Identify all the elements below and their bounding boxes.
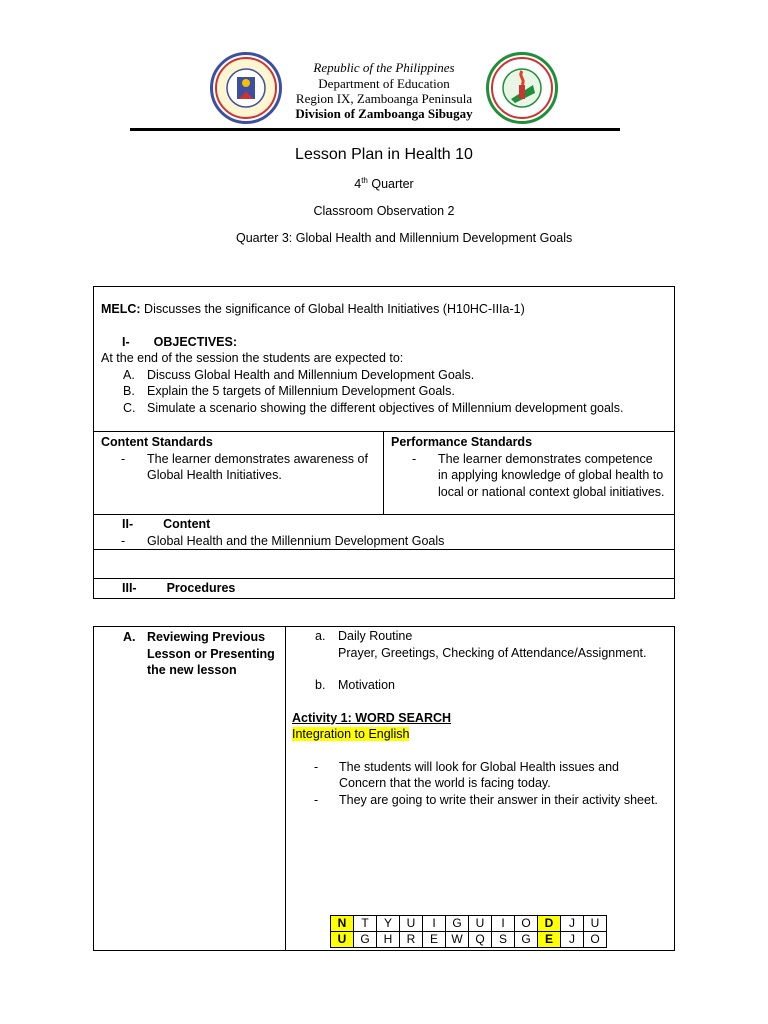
performance-standards-cell <box>384 432 675 515</box>
objective-letter: B. <box>123 384 135 398</box>
instruction-bullet <box>286 743 674 776</box>
word-search-cell: I <box>492 916 515 932</box>
lesson-plan-table <box>93 286 675 599</box>
quarter-suffix: th <box>361 176 368 185</box>
word-search-cell: W <box>446 932 469 948</box>
procedures-table <box>93 626 675 951</box>
performance-standards-text: The learner demonstrates competence <box>438 451 653 466</box>
instruction-text: They are going to write their answer in their activity sheet. <box>339 792 658 807</box>
activity-title-line <box>286 694 674 727</box>
melc-text: Discusses the significance of Global Health Initiatives (H10HC-IIIa-1) <box>140 302 525 316</box>
word-search-cell: I <box>423 916 446 932</box>
performance-standards-heading: Performance Standards <box>391 435 533 449</box>
content-standards-cell <box>94 432 384 515</box>
step-a-label-cell <box>94 627 286 951</box>
lesson-plan-title: Lesson Plan in Health 10 <box>295 146 473 163</box>
content-standards-line <box>94 451 383 468</box>
objective-text: Simulate a scenario showing the different objectives of Millennium development goals. <box>147 400 624 415</box>
word-search-cell: S <box>492 932 515 948</box>
observation-label: Classroom Observation 2 <box>313 204 455 218</box>
header-divider <box>130 128 620 131</box>
daily-routine-item <box>286 627 674 645</box>
word-search-cell: G <box>354 932 377 948</box>
step-a-line2: Lesson or Presenting <box>147 646 275 661</box>
objectives-title: OBJECTIVES: <box>153 334 237 349</box>
division-line: Division of Zamboanga Sibugay <box>295 106 473 121</box>
daily-routine-detail: Prayer, Greetings, Checking of Attendance/Assignment. <box>338 645 647 660</box>
melc-objectives-cell <box>94 287 675 432</box>
melc-label: MELC: <box>101 302 141 316</box>
daily-routine-label: Daily Routine <box>338 629 413 643</box>
step-a-title <box>94 627 285 646</box>
word-search-cell: T <box>354 916 377 932</box>
word-search-cell: O <box>584 932 607 948</box>
quarter-number: 4 <box>354 177 362 192</box>
performance-standards-line3: local or national context global initiatives. <box>438 484 665 499</box>
objective-text: Explain the 5 targets of Millennium Development Goals. <box>147 384 455 398</box>
dash: - <box>121 533 126 548</box>
step-a-content-cell <box>286 627 675 951</box>
performance-standards-line <box>384 451 674 468</box>
instruction-bullet <box>286 792 674 809</box>
procedures-heading <box>94 579 674 597</box>
word-search-cell: E <box>423 932 446 948</box>
word-search-cell: J <box>561 916 584 932</box>
objective-letter: C. <box>123 400 136 415</box>
procedures-cell <box>94 579 675 599</box>
motivation-item <box>286 661 674 694</box>
performance-standards-line2: in applying knowledge of global health to <box>438 468 664 482</box>
item-letter: a. <box>315 629 326 643</box>
objective-item <box>94 383 674 400</box>
objectives-intro: At the end of the session the students are expected to: <box>101 351 404 365</box>
topic-title: Quarter 3: Global Health and Millennium Development Goals <box>236 231 573 245</box>
word-search-cell: D <box>538 916 561 932</box>
department-line: Department of Education <box>318 76 450 91</box>
activity-title: Activity 1: WORD SEARCH <box>292 710 452 725</box>
word-search-grid <box>330 915 607 948</box>
content-standards-heading: Content Standards <box>101 435 213 449</box>
instruction-text: The students will look for Global Health issues and <box>339 759 620 774</box>
empty-row <box>94 550 675 579</box>
procedures-title: Procedures <box>166 581 236 595</box>
objective-item <box>94 367 674 384</box>
republic-line: Republic of the Philippines <box>313 60 455 75</box>
step-a-letter: A. <box>123 630 136 644</box>
word-search-cell: E <box>538 932 561 948</box>
content-cell <box>94 515 675 550</box>
integration-line <box>286 726 674 743</box>
word-search-cell: Y <box>377 916 400 932</box>
content-standards-text: The learner demonstrates awareness of <box>147 451 368 466</box>
word-search-row <box>331 916 607 932</box>
word-search-cell: U <box>469 916 492 932</box>
content-item-text: Global Health and the Millennium Development Goals <box>147 533 445 548</box>
content-item <box>94 533 674 550</box>
word-search-cell: U <box>331 932 354 948</box>
content-num: II- <box>122 517 134 531</box>
content-heading <box>94 515 674 533</box>
word-search-cell: U <box>584 916 607 932</box>
dash: - <box>121 451 126 466</box>
quarter-label <box>0 176 768 191</box>
objective-text: Discuss Global Health and Millennium Development Goals. <box>147 367 475 382</box>
objective-letter: A. <box>123 367 135 382</box>
dash: - <box>314 759 319 774</box>
dash: - <box>314 792 319 807</box>
region-line: Region IX, Zamboanga Peninsula <box>295 91 473 106</box>
word-search-cell: U <box>400 916 423 932</box>
word-search-cell: G <box>446 916 469 932</box>
objectives-num: I- <box>122 334 130 349</box>
word-search-cell: H <box>377 932 400 948</box>
objectives-heading <box>94 318 674 351</box>
dash: - <box>412 451 417 466</box>
word-search-cell: Q <box>469 932 492 948</box>
word-search-row <box>331 932 607 948</box>
procedures-num: III- <box>122 581 137 595</box>
word-search-cell: O <box>515 916 538 932</box>
objective-item <box>94 400 674 417</box>
word-search-cell: G <box>515 932 538 948</box>
integration-label: Integration to English <box>292 727 410 741</box>
quarter-word: Quarter <box>367 177 414 192</box>
instruction-text-2: Concern that the world is facing today. <box>339 776 551 790</box>
item-letter: b. <box>315 678 326 692</box>
melc-line <box>94 287 674 318</box>
word-search-cell: R <box>400 932 423 948</box>
content-standards-line2: Global Health Initiatives. <box>147 468 282 482</box>
content-title: Content <box>163 517 211 531</box>
word-search-cell: J <box>561 932 584 948</box>
step-a-line1: Reviewing Previous <box>147 630 266 644</box>
word-search-cell: N <box>331 916 354 932</box>
motivation-label: Motivation <box>338 678 395 692</box>
step-a-line3: the new lesson <box>147 663 237 677</box>
